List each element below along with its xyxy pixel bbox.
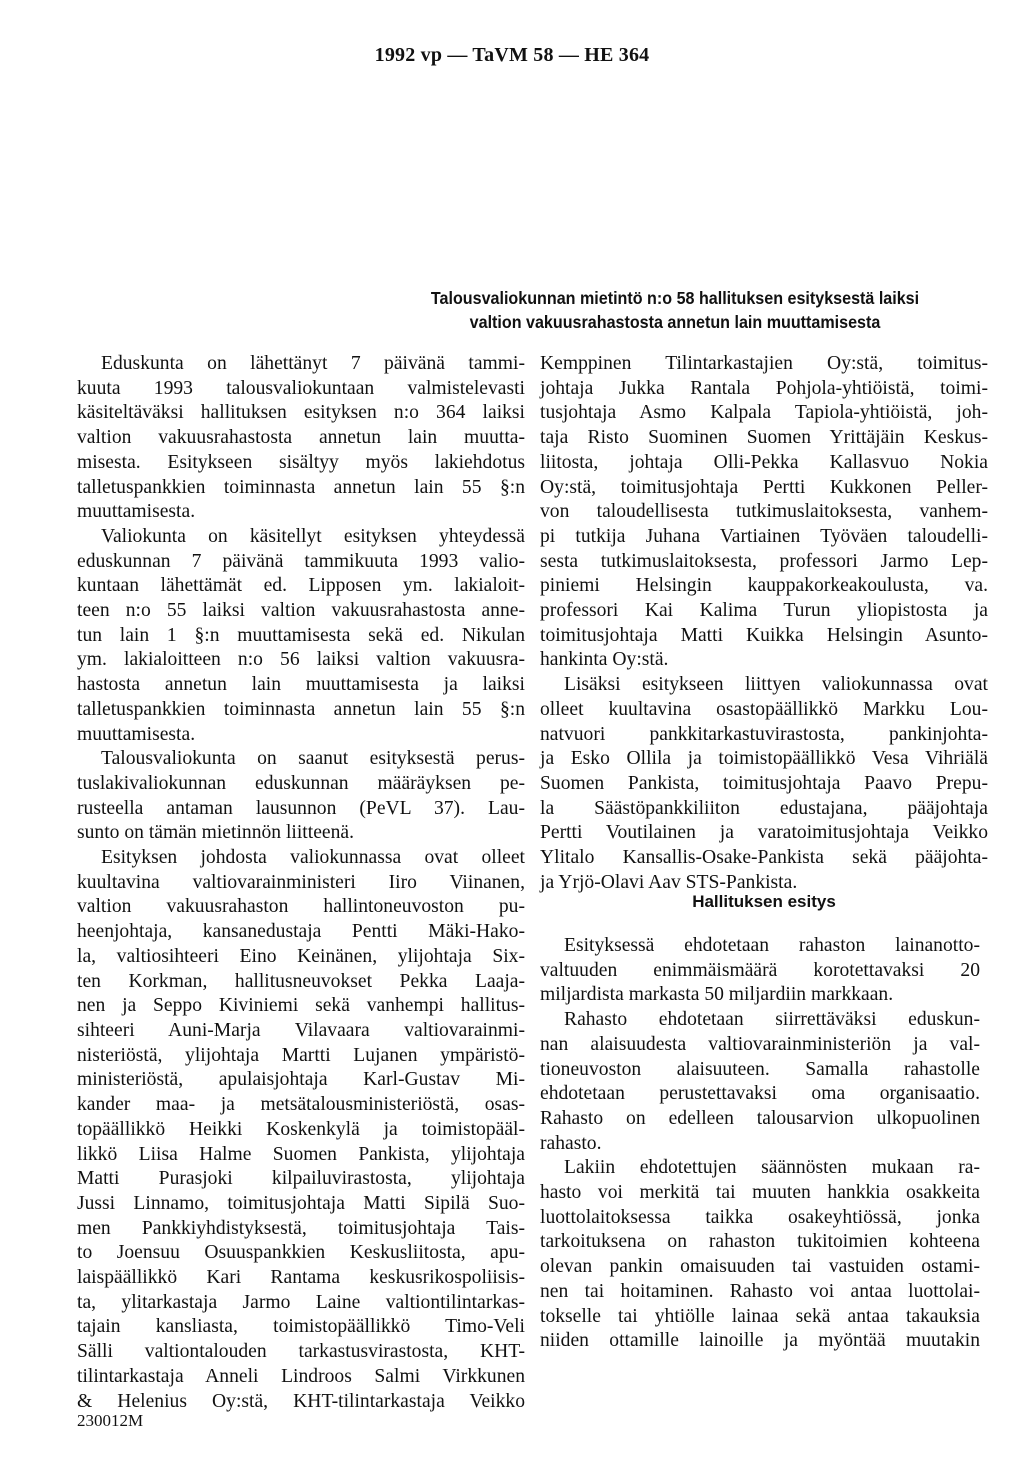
text-line: olleet kuultavina osastopäällikkö Markku Lou- xyxy=(540,698,988,720)
title-line-1: Talousvaliokunnan mietintö n:o 58 hallituksen esityksestä laiksi xyxy=(430,288,920,308)
text-line: Valiokunta on käsitellyt esityksen yhteydessä xyxy=(101,525,525,547)
text-line: to Joensuu Osuuspankkien Keskusliitosta, apu- xyxy=(77,1242,525,1264)
text-line: heenjohtaja, kansanedustaja Pentti Mäki-Hako- xyxy=(77,921,525,943)
text-line: kuultavina valtiovarainministeri Iiro Viinanen, xyxy=(77,871,525,893)
text-line: ja Yrjö-Olavi Aav STS-Pankista. xyxy=(540,871,798,893)
text-line: talletuspankkien toiminnasta annetun lain 55 §:n xyxy=(77,476,525,498)
text-line: Sälli valtiontalouden tarkastusvirastosta, KHT- xyxy=(77,1341,525,1363)
text-line: johtaja Jukka Rantala Pohjola-yhtiöistä, toimi- xyxy=(540,377,988,399)
left-column xyxy=(77,352,525,1414)
text-line: kuuta 1993 talousvaliokuntaan valmistelevasti xyxy=(77,377,525,399)
text-line: Talousvaliokunta on saanut esityksestä perus- xyxy=(101,748,525,770)
page-header: 1992 vp — TaVM 58 — HE 364 xyxy=(374,44,650,66)
text-line: olevan pankin omaisuuden tai vastuiden ostami- xyxy=(540,1256,980,1278)
text-line: von taloudellisesta tutkimuslaitoksesta, vanhem- xyxy=(540,501,988,523)
text-line: natvuori pankkitarkastuvirastosta, pankinjohta- xyxy=(540,723,988,745)
text-line: ja Esko Ollila ja toimistopäällikkö Vesa Vihriälä xyxy=(540,748,988,770)
right-column xyxy=(540,352,988,895)
text-line: nen tai hoitaminen. Rahasto voi antaa luottolai- xyxy=(540,1280,980,1302)
text-line: Kemppinen Tilintarkastajien Oy:stä, toimitus- xyxy=(540,353,988,374)
text-line: misesta. Esitykseen sisältyy myös lakiehdotus xyxy=(77,451,525,473)
text-line: Matti Purasjoki kilpailuvirastosta, ylijohtaja xyxy=(77,1168,525,1190)
footer-code: 230012M xyxy=(77,1411,144,1430)
right-column-lower xyxy=(540,934,980,1354)
text-line: valtion vakuusrahastosta annetun lain muutta- xyxy=(77,427,525,449)
text-line: luottolaitoksessa taikka osakeyhtiössä, jonka xyxy=(540,1206,980,1228)
text-line: topäällikkö Heikki Koskenkylä ja toimistopääl- xyxy=(77,1118,525,1140)
text-line: miljardista markasta 50 miljardiin markkaan. xyxy=(540,984,894,1006)
text-line: muuttamisesta. xyxy=(77,723,196,745)
text-line: Suomen Pankista, toimitusjohtaja Paavo Prepu- xyxy=(540,772,988,794)
text-line: toimitusjohtaja Matti Kuikka Helsingin Asunto- xyxy=(540,624,988,646)
text-line: tioneuvoston alaisuuteen. Samalla rahastolle xyxy=(540,1058,980,1080)
text-line: hasto voi merkitä tai muuten hankkia osakkeita xyxy=(540,1182,980,1204)
text-line: nen ja Seppo Kiviniemi sekä vanhempi hallitus- xyxy=(77,995,525,1017)
text-line: taja Risto Suominen Suomen Yrittäjäin Keskus- xyxy=(540,427,988,449)
text-line: nan alaisuudesta valtiovarainministeriön ja val- xyxy=(540,1033,980,1055)
text-line: Esityksen johdosta valiokunnassa ovat olleet xyxy=(101,847,525,869)
text-line: ym. lakialoitteen n:o 56 laiksi valtion vakuusra- xyxy=(77,649,525,671)
text-line: likkö Liisa Halme Suomen Pankista, ylijohtaja xyxy=(77,1143,525,1165)
text-line: ehdotetaan perustettavaksi oma organisaatio. xyxy=(540,1083,980,1105)
text-line: Rahasto ehdotetaan siirrettäväksi eduskun- xyxy=(564,1009,980,1031)
text-line: kander maa- ja metsätalousministeriöstä, osas- xyxy=(77,1094,525,1116)
text-line: tuslakivaliokunnan eduskunnan määräyksen pe- xyxy=(77,772,525,794)
title-line-2: valtion vakuusrahastosta annetun lain muuttamisesta xyxy=(469,312,881,332)
text-line: men Pankkiyhdistyksestä, toimitusjohtaja Tais- xyxy=(77,1217,525,1239)
text-line: Rahasto on edelleen talousarvion ulkopuolinen xyxy=(540,1107,980,1129)
document-title xyxy=(358,286,993,334)
section-heading: Hallituksen esitys xyxy=(692,892,836,911)
text-line: la, valtiosihteeri Eino Keinänen, ylijohtaja Six- xyxy=(77,945,525,967)
text-line: tun lain 1 §:n muuttamisesta sekä ed. Nikulan xyxy=(77,624,525,646)
text-line: valtuuden enimmäismäärä korotettavaksi 20 xyxy=(540,959,980,981)
text-line: professori Kai Kalima Turun yliopistosta ja xyxy=(540,600,988,622)
text-line: hankinta Oy:stä. xyxy=(540,649,669,671)
text-line: ta, ylitarkastaja Jarmo Laine valtiontilintarkas- xyxy=(77,1291,525,1313)
text-line: rusteella antaman lausunnon (PeVL 37). Lau- xyxy=(77,797,525,819)
text-line: Lakiin ehdotettujen säännösten mukaan ra- xyxy=(564,1157,980,1179)
text-line: Jussi Linnamo, toimitusjohtaja Matti Sipilä Suo- xyxy=(77,1192,525,1214)
text-line: Esityksessä ehdotetaan rahaston lainanotto- xyxy=(564,935,980,956)
text-line: Ylitalo Kansallis-Osake-Pankista sekä pääjohta- xyxy=(540,847,988,869)
text-line: eduskunnan 7 päivänä tammikuuta 1993 valio- xyxy=(77,550,525,572)
text-line: kuntaan lähettämät ed. Lipposen ym. lakialoit- xyxy=(77,575,525,597)
text-line: valtion vakuusrahaston hallintoneuvoston pu- xyxy=(77,896,525,918)
text-line: la Säästöpankkiliiton edustajana, pääjohtaja xyxy=(540,797,988,819)
text-line: sihteeri Auni-Marja Vilavaara valtiovarainmi- xyxy=(77,1019,525,1041)
text-line: piniemi Helsingin kauppakorkeakoulusta, va. xyxy=(540,575,988,597)
text-line: & Helenius Oy:stä, KHT-tilintarkastaja Veikko xyxy=(77,1390,525,1412)
text-line: laispäällikkö Kari Rantama keskusrikospoliisis- xyxy=(77,1267,525,1289)
text-line: muuttamisesta. xyxy=(77,501,196,523)
text-line: ministeriöstä, apulaisjohtaja Karl-Gustav Mi- xyxy=(77,1069,525,1091)
text-line: pi tutkija Juhana Vartiainen Työväen taloudelli- xyxy=(540,525,988,547)
text-line: Oy:stä, toimitusjohtaja Pertti Kukkonen Peller- xyxy=(540,476,988,498)
text-line: rahasto. xyxy=(540,1132,602,1154)
text-line: käsiteltäväksi hallituksen esityksen n:o 364 laiksi xyxy=(77,402,525,424)
text-line: tokselle tai yhtiölle lainaa sekä antaa takauksia xyxy=(540,1305,980,1327)
text-line: sunto on tämän mietinnön liitteenä. xyxy=(77,822,354,844)
text-line: hastosta annetun lain muuttamisesta ja laiksi xyxy=(77,674,525,696)
text-line: talletuspankkien toiminnasta annetun lain 55 §:n xyxy=(77,698,525,720)
text-line: liitosta, johtaja Olli-Pekka Kallasvuo Nokia xyxy=(540,451,988,473)
text-line: teen n:o 55 laiksi valtion vakuusrahastosta anne- xyxy=(77,600,525,622)
text-line: Eduskunta on lähettänyt 7 päivänä tammi- xyxy=(101,353,525,374)
text-line: Lisäksi esitykseen liittyen valiokunnassa ovat xyxy=(564,674,988,696)
text-line: tajain kansliasta, toimistopäällikkö Timo-Veli xyxy=(77,1316,525,1338)
text-line: tilintarkastaja Anneli Lindroos Salmi Virkkunen xyxy=(77,1365,525,1387)
text-line: sesta tutkimuslaitoksesta, professori Jarmo Lep- xyxy=(540,550,988,572)
text-line: tusjohtaja Asmo Kalpala Tapiola-yhtiöistä, joh- xyxy=(540,402,988,424)
text-line: tarkoituksena on rahaston tukitoimien kohteena xyxy=(540,1231,980,1253)
text-line: niiden ottamille lainoille ja myöntää muutakin xyxy=(540,1330,980,1352)
text-line: nisteriöstä, ylijohtaja Martti Lujanen ympäristö- xyxy=(77,1044,525,1066)
text-line: ten Korkman, hallitusneuvokset Pekka Laaja- xyxy=(77,970,525,992)
text-line: Pertti Voutilainen ja varatoimitusjohtaja Veikko xyxy=(540,822,988,844)
